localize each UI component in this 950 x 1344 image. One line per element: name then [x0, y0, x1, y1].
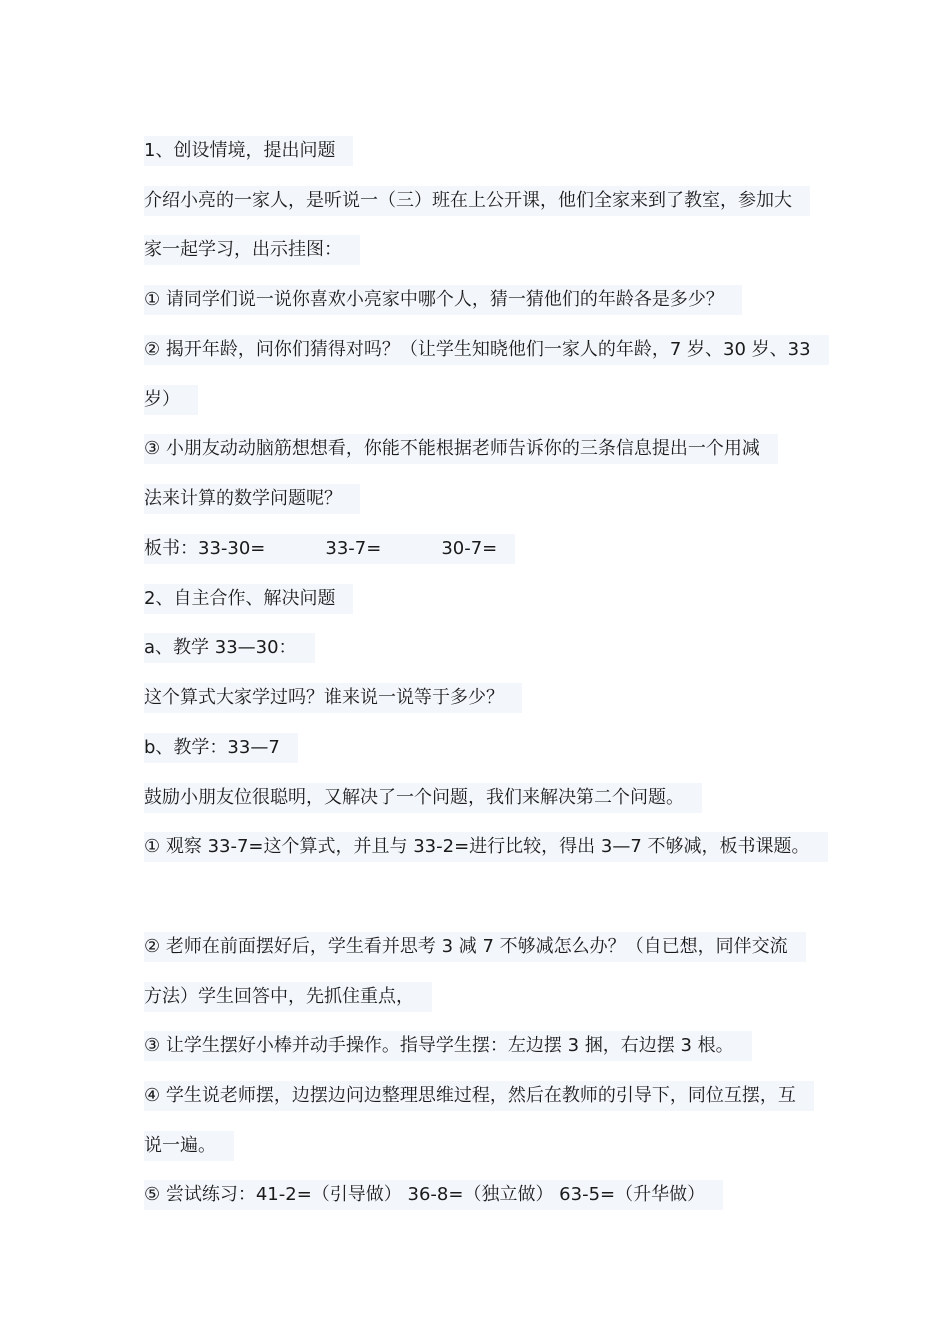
list-item-2: ② 老师在前面摆好后，学生看并思考 3 减 7 不够减怎么办？（自已想，同伴交流	[144, 932, 806, 962]
paragraph-line: 岁）	[144, 385, 198, 415]
list-item-5: ⑤ 尝试练习：41-2=（引导做） 36-8=（独立做） 63-5=（升华做）	[144, 1180, 723, 1210]
paragraph-line: 家一起学习，出示挂图：	[144, 235, 360, 265]
paragraph-line: 方法）学生回答中，先抓住重点，	[144, 982, 432, 1012]
paragraph-line: 法来计算的数学问题呢？	[144, 484, 360, 514]
heading-section-2: 2、自主合作、解决问题	[144, 584, 353, 614]
list-item-1: ① 观察 33-7=这个算式，并且与 33-2=进行比较，得出 3—7 不够减，板书课题。	[144, 832, 828, 862]
paragraph-line: 这个算式大家学过吗？谁来说一说等于多少？	[144, 683, 522, 713]
list-item-2: ② 揭开年龄，问你们猜得对吗？（让学生知晓他们一家人的年龄，7 岁、30 岁、33	[144, 335, 829, 365]
list-item-4: ④ 学生说老师摆，边摆边问边整理思维过程，然后在教师的引导下，同位互摆，互	[144, 1081, 814, 1111]
subheading-b: b、教学：33—7	[144, 733, 298, 763]
subheading-a: a、教学 33—30：	[144, 633, 315, 663]
paragraph-line: 鼓励小朋友位很聪明，又解决了一个问题，我们来解决第二个问题。	[144, 783, 702, 813]
board-writing-line: 板书：33-30= 33-7= 30-7=	[144, 534, 515, 564]
paragraph-line: 介绍小亮的一家人，是听说一（三）班在上公开课，他们全家来到了教室，参加大	[144, 186, 810, 216]
paragraph-line: 说一遍。	[144, 1131, 234, 1161]
list-item-3: ③ 让学生摆好小棒并动手操作。指导学生摆：左边摆 3 捆，右边摆 3 根。	[144, 1031, 752, 1061]
list-item-3: ③ 小朋友动动脑筋想想看，你能不能根据老师告诉你的三条信息提出一个用减	[144, 434, 778, 464]
heading-section-1: 1、创设情境，提出问题	[144, 136, 353, 166]
list-item-1: ① 请同学们说一说你喜欢小亮家中哪个人，猜一猜他们的年龄各是多少？	[144, 285, 742, 315]
